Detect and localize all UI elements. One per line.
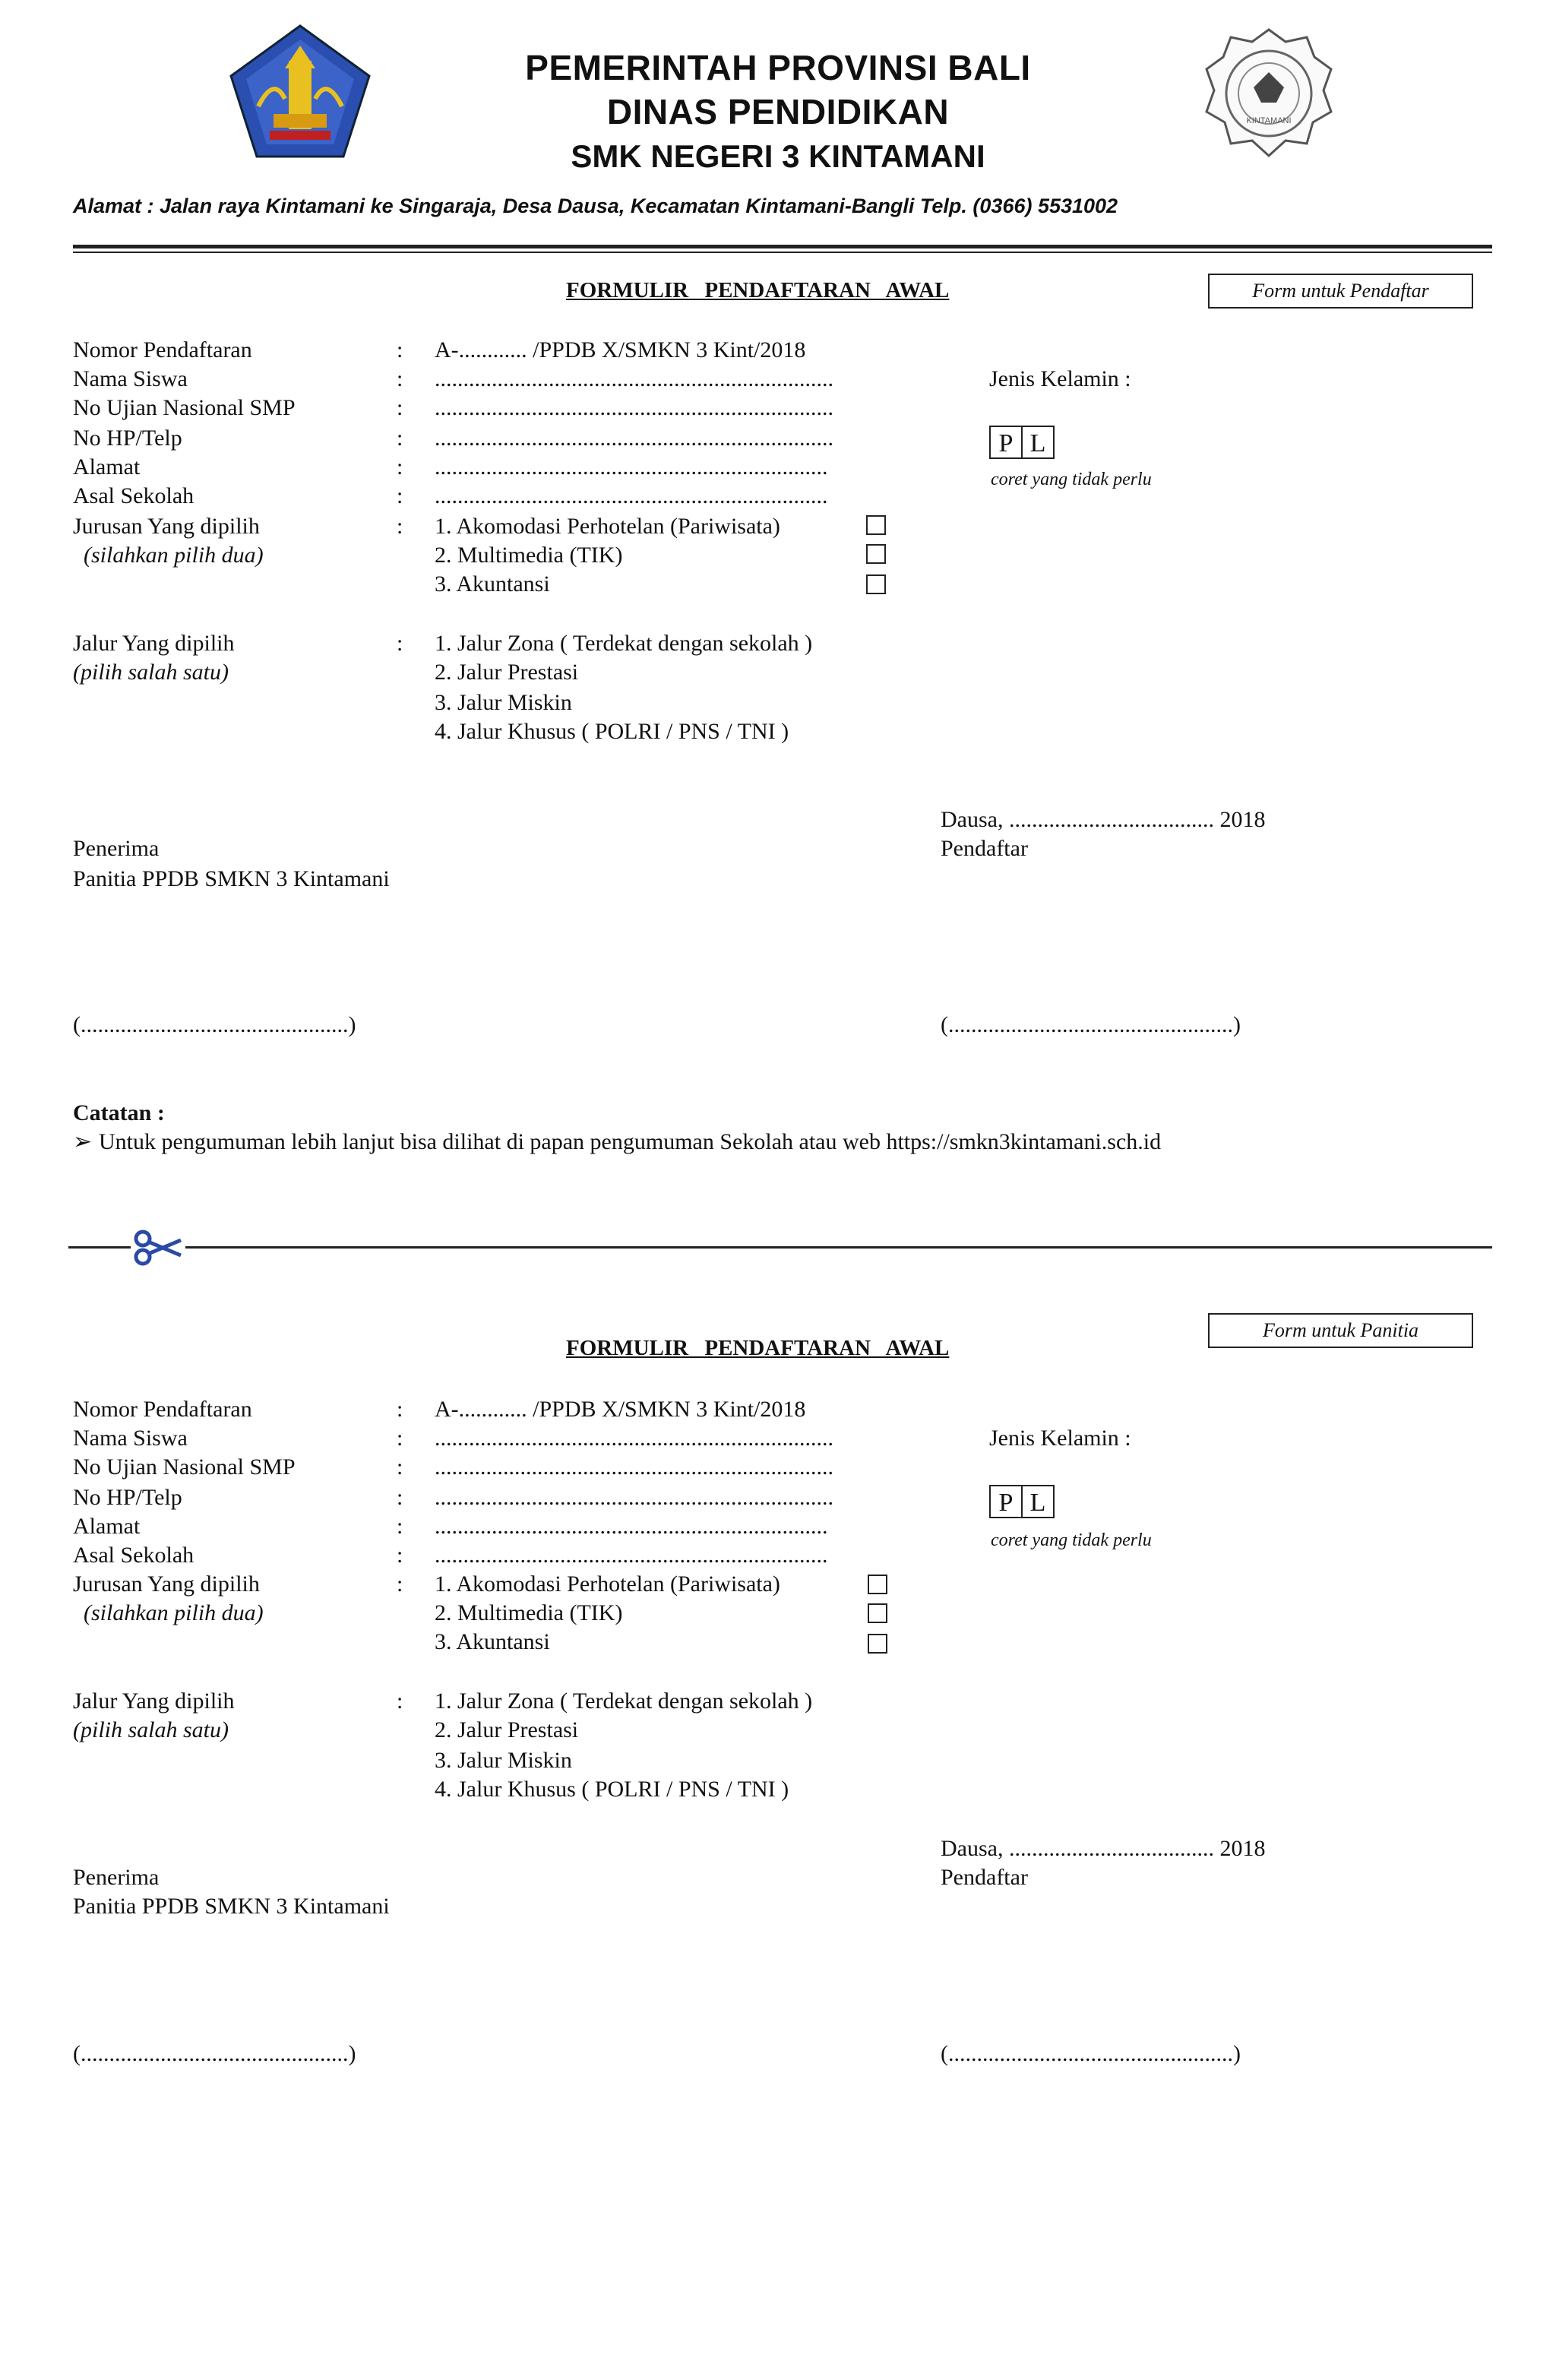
signature-left-role: Penerima [73, 1865, 160, 1890]
gender-option-l[interactable]: L [1021, 1485, 1055, 1518]
scissors-icon [134, 1230, 182, 1266]
signature-date: Dausa, .................................... 2018 [941, 807, 1266, 832]
field-label: Asal Sekolah [73, 1543, 194, 1568]
gender-note: coret yang tidak perlu [991, 470, 1152, 489]
gender-note: coret yang tidak perlu [991, 1530, 1152, 1550]
field-value-telp[interactable]: ...................................................................... [435, 426, 833, 451]
field-colon: : [397, 337, 403, 362]
jalur-option: 3. Jalur Miskin [435, 690, 572, 715]
field-value-asal[interactable]: ..................................................................... [435, 483, 828, 508]
field-label: Nama Siswa [73, 1426, 188, 1451]
jalur-label: Jalur Yang dipilih [73, 631, 235, 656]
signature-left-blank: (...............................................) [73, 1012, 356, 1037]
field-label: No HP/Telp [73, 1485, 182, 1510]
form-title-bottom: FORMULIR PENDAFTARAN AWAL [566, 1336, 950, 1360]
header-line2: DINAS PENDIDIKAN [606, 92, 950, 131]
jurusan-checkbox[interactable] [868, 1575, 887, 1594]
signature-left-blank: (...............................................) [73, 2041, 356, 2066]
field-label: Asal Sekolah [73, 483, 194, 508]
jalur-option: 4. Jalur Khusus ( POLRI / PNS / TNI ) [435, 719, 789, 744]
field-label: Nomor Pendaftaran [73, 337, 252, 362]
field-value-telp[interactable]: ...................................................................... [435, 1485, 833, 1510]
field-colon: : [397, 1426, 403, 1451]
field-colon: : [397, 1485, 403, 1510]
form-tag-top: Form untuk Pendaftar [1208, 274, 1473, 309]
field-colon: : [397, 1514, 403, 1539]
form-title-top: FORMULIR PENDAFTARAN AWAL [566, 278, 950, 302]
jurusan-option: 1. Akomodasi Perhotelan (Pariwisata) [435, 1571, 780, 1597]
field-label: Alamat [73, 454, 141, 479]
jalur-option: 1. Jalur Zona ( Terdekat dengan sekolah ) [435, 631, 813, 656]
header-line3: SMK NEGERI 3 KINTAMANI [571, 138, 985, 174]
seal-text: KINTAMANI [1246, 116, 1292, 125]
field-value-nomor[interactable]: A-............ /PPDB X/SMKN 3 Kint/2018 [435, 1397, 806, 1422]
signature-left-role: Penerima [73, 836, 160, 861]
jurusan-checkbox[interactable] [868, 1634, 887, 1654]
field-colon: : [397, 454, 403, 479]
cut-line-left [68, 1246, 131, 1249]
signature-date: Dausa, .................................... 2018 [941, 1836, 1266, 1861]
jalur-colon: : [397, 631, 403, 656]
jurusan-checkbox[interactable] [868, 1603, 887, 1623]
field-label: No Ujian Nasional SMP [73, 1454, 296, 1480]
jurusan-label: Jurusan Yang dipilih [73, 514, 260, 539]
gender-option-l[interactable]: L [1021, 426, 1055, 459]
field-colon: : [397, 483, 403, 508]
note-bullet: ➢ [73, 1129, 93, 1154]
field-value-ujian[interactable]: ...................................................................... [435, 1454, 833, 1480]
signature-right-blank: (..................................................) [941, 1012, 1241, 1037]
signature-left-org: Panitia PPDB SMKN 3 Kintamani [73, 1894, 390, 1919]
field-colon: : [397, 426, 403, 451]
signature-right-role: Pendaftar [941, 1865, 1028, 1890]
jalur-hint: (pilih salah satu) [73, 1717, 229, 1742]
jurusan-option: 2. Multimedia (TIK) [435, 1600, 623, 1625]
field-colon: : [397, 1454, 403, 1480]
jurusan-option: 3. Akuntansi [435, 571, 550, 597]
field-label: Alamat [73, 1514, 141, 1539]
jurusan-checkbox[interactable] [866, 515, 886, 535]
field-colon: : [397, 1543, 403, 1568]
jurusan-option: 1. Akomodasi Perhotelan (Pariwisata) [435, 514, 780, 539]
jalur-option: 3. Jalur Miskin [435, 1748, 572, 1773]
header-rule-thin [73, 252, 1492, 253]
form-tag-bottom: Form untuk Panitia [1208, 1313, 1473, 1348]
jalur-option: 2. Jalur Prestasi [435, 1717, 579, 1742]
gender-label: Jenis Kelamin : [989, 1426, 1131, 1451]
field-colon: : [397, 395, 403, 420]
jalur-hint: (pilih salah satu) [73, 660, 229, 685]
field-label: Nomor Pendaftaran [73, 1397, 252, 1422]
signature-left-org: Panitia PPDB SMKN 3 Kintamani [73, 866, 390, 891]
jurusan-checkbox[interactable] [866, 544, 886, 564]
cut-line-right [185, 1246, 1492, 1249]
jurusan-hint: (silahkan pilih dua) [84, 543, 264, 568]
field-colon: : [397, 366, 403, 391]
jurusan-checkbox[interactable] [866, 574, 886, 594]
note-title: Catatan : [73, 1100, 165, 1125]
field-value-ujian[interactable]: ...................................................................... [435, 395, 833, 420]
header-rule-thick [73, 245, 1492, 248]
gender-option-p[interactable]: P [989, 426, 1023, 459]
jurusan-label: Jurusan Yang dipilih [73, 1571, 260, 1597]
jurusan-option: 3. Akuntansi [435, 1629, 550, 1654]
gender-options[interactable] [989, 1485, 1053, 1520]
field-label: No Ujian Nasional SMP [73, 395, 296, 420]
field-value-asal[interactable]: ..................................................................... [435, 1543, 828, 1568]
signature-right-blank: (..................................................) [941, 2041, 1241, 2066]
jurusan-option: 2. Multimedia (TIK) [435, 543, 623, 568]
field-colon: : [397, 1397, 403, 1422]
jalur-option: 1. Jalur Zona ( Terdekat dengan sekolah ) [435, 1688, 813, 1714]
address: Alamat : Jalan raya Kintamani ke Singaraja, Desa Dausa, Kecamatan Kintamani-Bangli Telp. (0366) 5531002 [73, 195, 1118, 217]
jalur-label: Jalur Yang dipilih [73, 1688, 235, 1714]
gender-options[interactable] [989, 426, 1053, 460]
jalur-colon: : [397, 1688, 403, 1714]
field-value-alamat[interactable]: ..................................................................... [435, 454, 828, 479]
note-text: Untuk pengumuman lebih lanjut bisa dilihat di papan pengumuman Sekolah atau web https://smkn3kintamani.sch.id [99, 1129, 1162, 1154]
gender-label: Jenis Kelamin : [989, 366, 1131, 391]
field-value-nama[interactable]: ...................................................................... [435, 1426, 833, 1451]
field-value-nomor[interactable]: A-............ /PPDB X/SMKN 3 Kint/2018 [435, 337, 806, 362]
jurusan-hint: (silahkan pilih dua) [84, 1600, 264, 1625]
jalur-option: 4. Jalur Khusus ( POLRI / PNS / TNI ) [435, 1777, 789, 1802]
field-label: No HP/Telp [73, 426, 182, 451]
header-line1: PEMERINTAH PROVINSI BALI [525, 48, 1031, 87]
field-value-alamat[interactable]: ..................................................................... [435, 1514, 828, 1539]
jurusan-colon: : [397, 1571, 403, 1597]
jalur-option: 2. Jalur Prestasi [435, 660, 579, 685]
field-label: Nama Siswa [73, 366, 188, 391]
field-value-nama[interactable]: ...................................................................... [435, 366, 833, 391]
gender-option-p[interactable]: P [989, 1485, 1023, 1518]
jurusan-colon: : [397, 514, 403, 539]
signature-right-role: Pendaftar [941, 836, 1028, 861]
